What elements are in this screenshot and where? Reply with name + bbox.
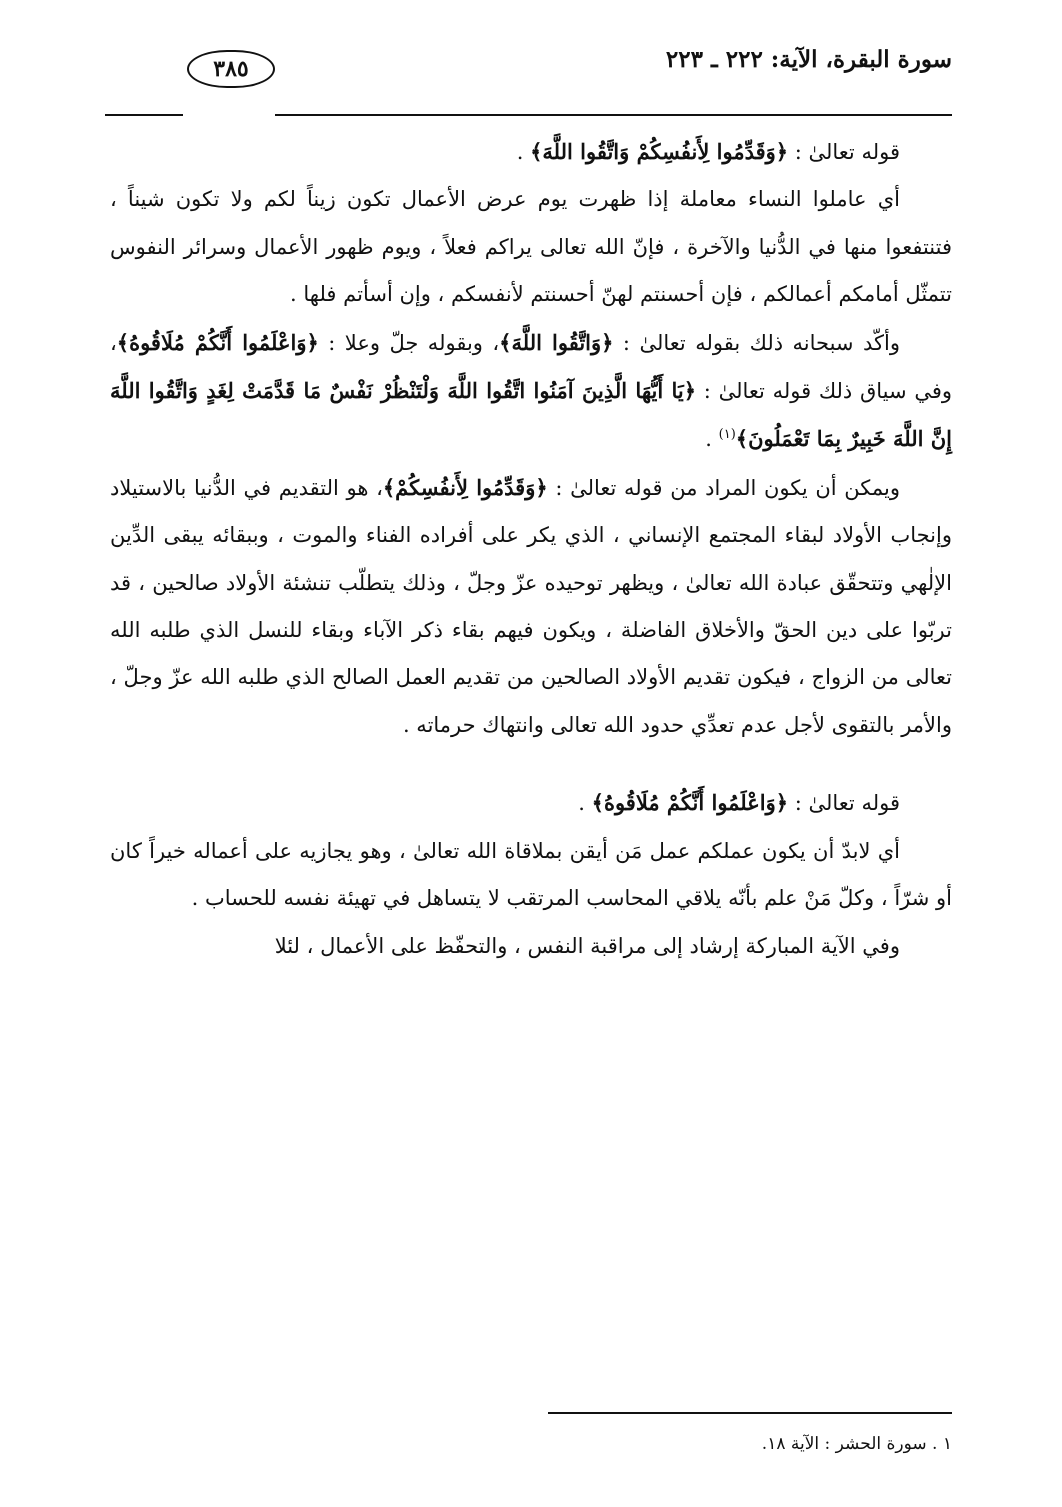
paragraph: وأكّد سبحانه ذلك بقوله تعالىٰ : ﴿وَاتَّقُوا اللَّهَ﴾، وبقوله جلّ وعلا : ﴿وَاعْلَمُوا أَنَّكُمْ مُلَاقُوهُ﴾، وفي سياق ذلك قوله تعالىٰ : ﴿يَا أَيُّهَا الَّذِينَ آمَنُوا اتَّقُوا اللَّهَ وَلْتَنْظُرْ نَفْسٌ مَا قَدَّمَتْ لِغَدٍ وَاتَّقُوا اللَّهَ إِنَّ اللَّهَ خَبِيرٌ بِمَا تَعْمَلُونَ﴾$^{(١)}$ . — [110, 329, 953, 452]
page-body — [110, 128, 952, 970]
footnote-reference: (١) — [718, 427, 736, 443]
quran-verse: ﴿يَا أَيُّهَا الَّذِينَ آمَنُوا اتَّقُوا اللَّهَ وَلْتَنْظُرْ نَفْسٌ مَا قَدَّمَتْ لِغَدٍ وَاتَّقُوا اللَّهَ إِنَّ اللَّهَ خَبِيرٌ بِمَا تَعْمَلُونَ﴾ — [110, 378, 952, 452]
section-heading: قوله تعالىٰ : ﴿وَاعْلَمُوا أَنَّكُمْ مُلَاقُوهُ﴾ . — [578, 790, 900, 816]
paragraph: أي عاملوا النساء معاملة إذا ظهرت يوم عرض الأعمال تكون زيناً لكم ولا تكون شيناً ، فتنتفعوا منها في الدُّنيا والآخرة ، فإنّ الله تعالى يراكم فعلاً ، ويوم ظهور الأعمال وسرائر النفوس تتمثّل أمامكم أعمالكم ، فإن أحسنتم لهنّ أحسنتم لأنفسكم ، وإن أسأتم فلها . — [110, 187, 952, 307]
paragraph: أي لابدّ أن يكون عملكم عمل مَن أيقن بملاقاة الله تعالىٰ ، وهو يجازيه على أعماله خيراً كان أو شرّاً ، وكلّ مَنْ علم بأنّه يلاقي المحاسب المرتقب لا يتساهل في تهيئة نفسه للحساب . — [110, 838, 952, 911]
section-heading: قوله تعالىٰ : ﴿وَقَدِّمُوا لِأَنفُسِكُمْ وَاتَّقُوا اللَّهَ﴾ . — [516, 139, 900, 164]
quran-verse: ﴿وَقَدِّمُوا لِأَنفُسِكُمْ﴾ — [382, 474, 548, 500]
quran-verse: ﴿وَقَدِّمُوا لِأَنفُسِكُمْ وَاتَّقُوا اللَّهَ﴾ — [530, 139, 789, 164]
quran-verse: ﴿وَاعْلَمُوا أَنَّكُمْ مُلَاقُوهُ﴾ — [116, 329, 319, 355]
page-number: ٣٨٥ — [187, 50, 275, 88]
paragraph: ويمكن أن يكون المراد من قوله تعالىٰ : ﴿وَقَدِّمُوا لِأَنفُسِكُمْ﴾، هو التقديم في الدُّنيا بالاستيلاد وإنجاب الأولاد لبقاء المجتمع الإنساني ، الذي يكر على أفراده الفناء والموت ، وببقائه يبقى الدِّين الإلٰهي وتتحقّق عبادة الله تعالىٰ ، ويظهر توحيده عزّ وجلّ ، وذلك يتطلّب تنشئة الأولاد صالحين ، قد تربّوا على دين الحقّ والأخلاق الفاضلة ، ويكون فيهم بقاء ذكر الآباء وبقاء للنسل الذي طلبه الله تعالى من الزواج ، فيكون تقديم الأولاد الصالحين من تقديم العمل الصالح الذي طلبه الله عزّ وجلّ ، والأمر بالتقوى لأجل عدم تعدِّي حدود الله تعالى وانتهاك حرماته . — [110, 474, 952, 737]
quran-verse: ﴿وَاتَّقُوا اللَّهَ﴾ — [499, 329, 614, 355]
quran-verse: ﴿وَاعْلَمُوا أَنَّكُمْ مُلَاقُوهُ﴾ — [591, 790, 789, 816]
page-header — [105, 38, 952, 88]
paragraph: وفي الآية المباركة إرشاد إلى مراقبة النفس ، والتحفّظ على الأعمال ، لئلا — [274, 933, 900, 958]
footnote-separator — [548, 1412, 952, 1414]
footnote: ١ . سورة الحشر : الآية ١٨. — [761, 1434, 952, 1454]
running-head: سورة البقرة، الآية: ٢٢٢ ـ ٢٢٣ — [665, 46, 952, 73]
